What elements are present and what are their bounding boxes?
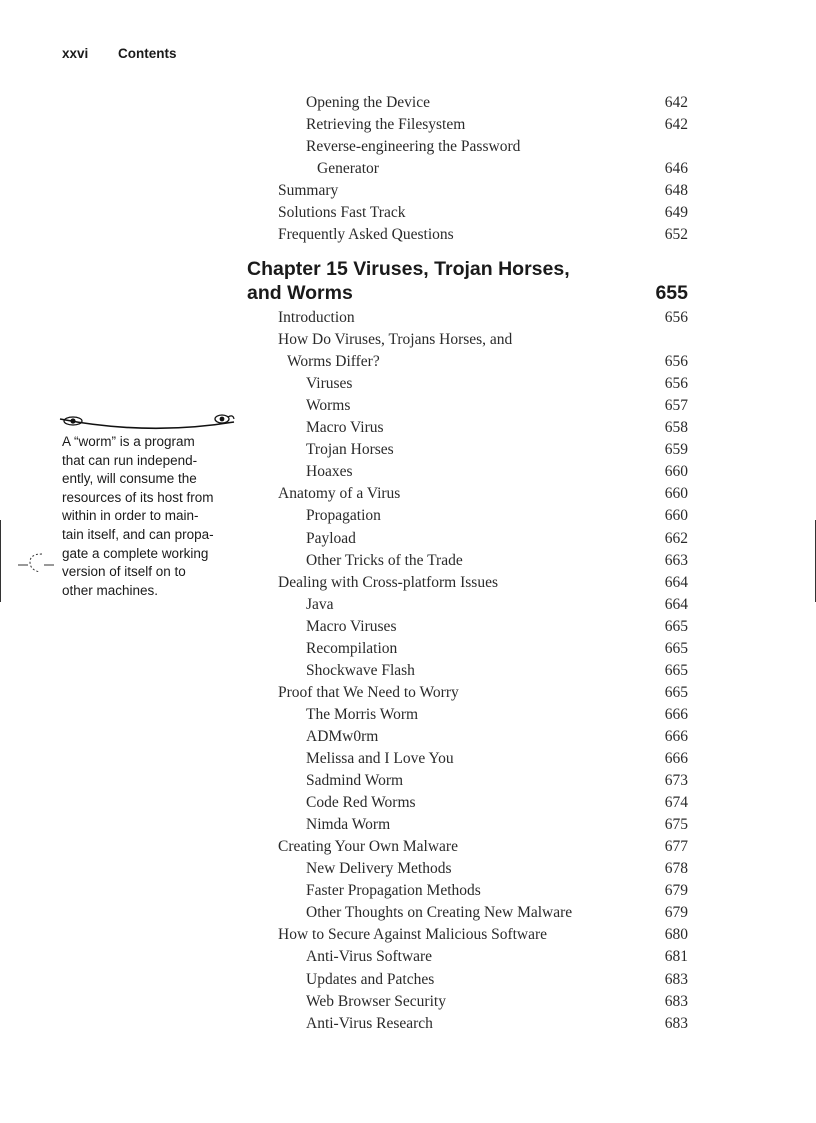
toc-entry[interactable]: [0, 792, 816, 814]
toc-entry-title: Recompilation: [306, 639, 398, 657]
toc-entry[interactable]: [0, 158, 816, 180]
toc-entry-page: 664: [664, 595, 688, 613]
toc-entry-title: Java: [306, 595, 334, 613]
chapter-title-line-2: and Worms: [247, 282, 353, 304]
toc-entry[interactable]: [0, 136, 816, 158]
toc-entry-title: Macro Virus: [306, 419, 384, 437]
toc-entry-page: 666: [664, 750, 688, 767]
chapter-title-line-1: Chapter 15 Viruses, Trojan Horses,: [247, 258, 570, 280]
toc-entry[interactable]: [0, 682, 816, 704]
toc-entry-title: Propagation: [306, 507, 381, 525]
toc-entry[interactable]: [0, 616, 816, 638]
note-line: resources of its host from: [62, 489, 214, 505]
toc-entry-page: 660: [664, 463, 688, 481]
toc-entry-page: 642: [664, 116, 688, 133]
toc-entry[interactable]: [0, 202, 816, 224]
crop-mark-left: [0, 520, 1, 602]
toc-entry-title: Shockwave Flash: [306, 661, 415, 679]
toc-entry-page: 662: [664, 529, 688, 547]
toc-entry-title: ADMw0rm: [306, 727, 379, 745]
toc-entry-title: Other Thoughts on Creating New Malware: [306, 904, 573, 922]
toc-entry-page: 663: [664, 551, 688, 569]
toc-entry-title: Dealing with Cross-platform Issues: [278, 573, 498, 591]
toc-entry-title: Web Browser Security: [306, 992, 446, 1010]
toc-entry[interactable]: [0, 1013, 816, 1035]
toc-entry[interactable]: [0, 969, 816, 991]
toc-entry-title: Melissa and I Love You: [306, 750, 454, 767]
toc-entry[interactable]: [0, 880, 816, 902]
toc-entry[interactable]: [0, 180, 816, 202]
toc-entry-page: 657: [664, 397, 688, 415]
toc-entry[interactable]: [0, 726, 816, 748]
toc-entry-page: 656: [664, 309, 688, 326]
toc-entry-page: 656: [664, 375, 688, 393]
toc-entry-page: 683: [664, 970, 688, 988]
toc-entry-title: Faster Propagation Methods: [306, 882, 481, 900]
toc-entry-title: Worms: [306, 397, 351, 415]
note-line: within in order to main-: [62, 508, 199, 524]
toc-entry-page: 659: [664, 441, 688, 459]
toc-entry-title: Anatomy of a Virus: [278, 485, 401, 503]
note-line: gate a complete working: [62, 545, 209, 561]
toc-entry-page: 677: [664, 838, 688, 856]
eyes-icon: [58, 414, 236, 432]
note-line: tain itself, and can propa-: [62, 526, 214, 542]
toc-entry-page: 673: [664, 772, 688, 790]
toc-entry[interactable]: [0, 92, 816, 114]
toc-entry-title: Worms Differ?: [287, 353, 380, 371]
toc-entry-title: New Delivery Methods: [306, 860, 452, 878]
toc-entry[interactable]: [0, 902, 816, 924]
toc-entry-title: Other Tricks of the Trade: [306, 551, 463, 569]
toc-entry-page: 666: [664, 705, 688, 723]
toc-entry-page: 666: [664, 727, 688, 745]
toc-entry-page: 656: [664, 353, 688, 371]
toc-entry[interactable]: [0, 991, 816, 1013]
toc-entry-page: 660: [664, 507, 688, 525]
toc-entry-title: Payload: [306, 529, 356, 547]
toc-entry-page: 665: [664, 661, 688, 679]
toc-entry-title: Solutions Fast Track: [278, 204, 406, 221]
toc-entry-page: 660: [664, 485, 688, 503]
toc-entry-page: 648: [664, 182, 688, 199]
toc-entry-title: Sadmind Worm: [306, 772, 404, 790]
toc-entry-title: Nimda Worm: [306, 816, 391, 834]
toc-entry-title: How to Secure Against Malicious Software: [278, 926, 548, 944]
toc-entry[interactable]: [0, 660, 816, 682]
toc-entry[interactable]: [0, 638, 816, 660]
toc-entry-title: Hoaxes: [306, 463, 353, 481]
toc-entry-title: The Morris Worm: [306, 705, 419, 723]
toc-entry-title: Introduction: [278, 309, 355, 326]
toc-entry-page: 652: [664, 226, 688, 243]
toc-entry-page: 679: [664, 904, 688, 922]
toc-entry[interactable]: [0, 704, 816, 726]
toc-entry-page: 675: [664, 816, 688, 834]
toc-entry-page: 664: [664, 573, 688, 591]
toc-entry-title: Updates and Patches: [306, 970, 435, 988]
toc-entry-title: Trojan Horses: [306, 441, 394, 459]
note-line: A “worm” is a program: [62, 434, 195, 449]
toc-entry[interactable]: [0, 307, 816, 329]
toc-entry[interactable]: [0, 329, 816, 351]
toc-entry[interactable]: [0, 858, 816, 880]
toc-entry-page: 679: [664, 882, 688, 900]
toc-entry-page: 678: [664, 860, 688, 878]
toc-entry-page: 646: [664, 160, 688, 177]
toc-entry-title: Anti-Virus Software: [306, 948, 433, 966]
toc-entry[interactable]: [0, 114, 816, 136]
toc-entry-title: Macro Viruses: [306, 617, 397, 635]
note-line: other machines.: [62, 582, 159, 598]
toc-entry-title: Retrieving the Filesystem: [306, 116, 466, 133]
toc-entry[interactable]: [0, 836, 816, 858]
note-line: that can run independ-: [62, 452, 198, 468]
toc-entry-page: 674: [664, 794, 688, 812]
running-title: Contents: [118, 46, 177, 61]
toc-entry-title: Viruses: [306, 375, 353, 393]
chapter-page-number: 655: [655, 282, 688, 304]
toc-entry[interactable]: [0, 224, 816, 246]
toc-entry-page: 683: [664, 992, 688, 1010]
toc-entry[interactable]: [0, 924, 816, 946]
toc-entry-page: 681: [664, 948, 688, 966]
toc-entry-page: 680: [664, 926, 688, 944]
toc-entry-page: 683: [664, 1014, 688, 1032]
toc-entry[interactable]: [0, 946, 816, 968]
toc-entry-page: 665: [664, 617, 688, 635]
toc-entry[interactable]: [0, 373, 816, 395]
page-number: xxvi: [62, 46, 89, 61]
toc-entry-title: How Do Viruses, Trojans Horses, and: [278, 331, 513, 349]
note-line: ently, will consume the: [62, 471, 197, 487]
toc-entry-page: 665: [664, 683, 688, 701]
toc-entry-page: 658: [664, 419, 688, 437]
toc-entry-title: Opening the Device: [306, 94, 430, 111]
margin-ear-icon: [16, 550, 56, 576]
toc-entry[interactable]: [0, 351, 816, 373]
toc-entry-title: Generator: [317, 160, 379, 177]
toc-entry[interactable]: [0, 770, 816, 792]
sidebar-note: [62, 433, 232, 600]
toc-entry-title: Code Red Worms: [306, 794, 416, 812]
toc-entry[interactable]: [0, 814, 816, 836]
toc-entry-page: 642: [664, 94, 688, 111]
page-header: [62, 46, 177, 61]
toc-entry-title: Proof that We Need to Worry: [278, 683, 459, 701]
note-line: version of itself on to: [62, 564, 186, 580]
toc-entry-title: Reverse-engineering the Password: [306, 138, 521, 155]
toc-entry-page: 649: [664, 204, 688, 221]
toc-entry-title: Creating Your Own Malware: [278, 838, 458, 856]
toc-entry-title: Frequently Asked Questions: [278, 226, 454, 243]
toc-entry-page: 665: [664, 639, 688, 657]
toc-entry[interactable]: [0, 748, 816, 770]
toc-entry-title: Anti-Virus Research: [306, 1014, 433, 1032]
toc-entry-title: Summary: [278, 182, 339, 199]
